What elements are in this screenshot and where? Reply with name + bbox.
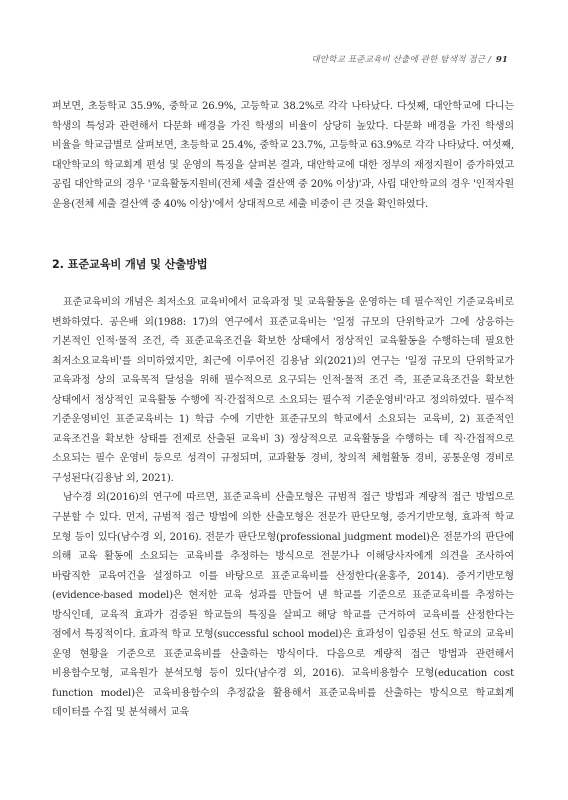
paragraph-continued: 펴보면, 초등학교 35.9%, 중학교 26.9%, 고등학교 38.2%로 각각 나타났다. 다섯째, 대안학교에 다니는 학생의 특성과 관련해서 다문화 배경을 가진 학생의 비율이 상당히 높았다. 다문화 배경을 가진 학생의 비율을 학교급별로 살펴보면, 초등학교 25.4%, 중학교 23.7%, 고등학교 63.9%로 각각 나타났다. 여섯째, 대안학교의 학교회계 편성 및 운영의 특징을 살펴본 결과, 대안학교에 대한 정부의 재정지원이 증가하였고 공립 대안학교의 경우 '교육활동지원비(전체 세출 결산액 중 20% 이상)'과, 사립 대안학교의 경우 '인적자원 운용(전체 세출 결산액 중 40% 이상)'에서 상대적으로 세출 비중이 큰 것을 확인하였다. xyxy=(52,101,514,210)
running-title: 대안학교 표준교육비 산출에 관한 탐색적 접근 / xyxy=(311,55,491,65)
page-number: 91 xyxy=(495,55,508,65)
section-heading: 2. 표준교육비 개념 및 산출방법 xyxy=(52,258,208,271)
paragraph-concept: 표준교육비의 개념은 최저소요 교육비에서 교육과정 및 교육활동을 운영하는 데 필수적인 기준교육비로 변화하였다. 공은배 외(1988: 17)의 연구에서 표준교육비는 '일정 규모의 단위학교가 그에 상응하는 기본적인 인적·물적 조건, 즉 표준교육조건을 확보한 상태에서 정상적인 교육활동을 수행하는데 필요한 최저소요교육비'를 의미하였지만, 최근에 이루어진 김용남 외(2021)의 연구는 '일정 규모의 단위학교가 교육과정 상의 교육목적 달성을 위해 필수적으로 요구되는 인적·물적 조건 즉, 표준교육조건을 확보한 상태에서 정상적인 교육활동 수행에 직·간접적으로 소요되는 필수적 기준운영비'라고 정의하였다. 필수적 기준운영비인 표준교육비는 1) 학급 수에 기반한 표준규모의 학교에서 소요되는 교육비, 2) 표준적인 교육조건을 확보한 상태를 전제로 산출된 교육비 3) 정상적으로 교육활동을 수행하는 데 직·간접적으로 소요되는 필수 운영비 등으로 성격이 규정되며, 교과활동 경비, 창의적 체험활동 경비, 공통운영 경비로 구성된다(김용남 외, 2021). xyxy=(52,297,514,484)
running-header xyxy=(311,53,508,65)
paragraph-methods: 남수경 외(2016)의 연구에 따르면, 표준교육비 산출모형은 규범적 접근 방법과 계량적 접근 방법으로 구분할 수 있다. 먼저, 규범적 접근 방법에 의한 산출모형은 전문가 판단모형, 증거기반모형, 효과적 학교 모형 등이 있다(남수경 외, 2016). 전문가 판단모형(professional judgment model)은 전문가의 판단에 의해 교육 활동에 소요되는 교육비를 추정하는 방식으로 전문가나 이해당사자에게 의견을 조사하여 바람직한 교육여건을 설정하고 이를 바탕으로 표준교육비를 산정한다(윤홍주, 2014). 증거기반모형(evidence-based model)은 현저한 교육 성과를 만들어 낸 학교를 기준으로 표준교육비를 추정하는 방식인데, 교육적 효과가 검증된 학교들의 특징을 살피고 해당 학교를 근거하여 교육비를 산정한다는 점에서 특징적이다. 효과적 학교 모형(successful school model)은 효과성이 입증된 선도 학교의 교육비 운영 현황을 기준으로 표준교육비를 산출하는 방식이다. 다음으로 계량적 접근 방법과 관련해서 비용함수모형, 교육원가 분석모형 등이 있다(남수경 외, 2016). 교육비용함수 모형(education cost function model)은 교육비용함수의 추정값을 활용해서 표준교육비를 산출하는 방식으로 학교회계 데이터를 수집 및 분석해서 교육 xyxy=(52,492,514,719)
text-block-section xyxy=(52,293,514,723)
text-block-top xyxy=(52,97,514,214)
